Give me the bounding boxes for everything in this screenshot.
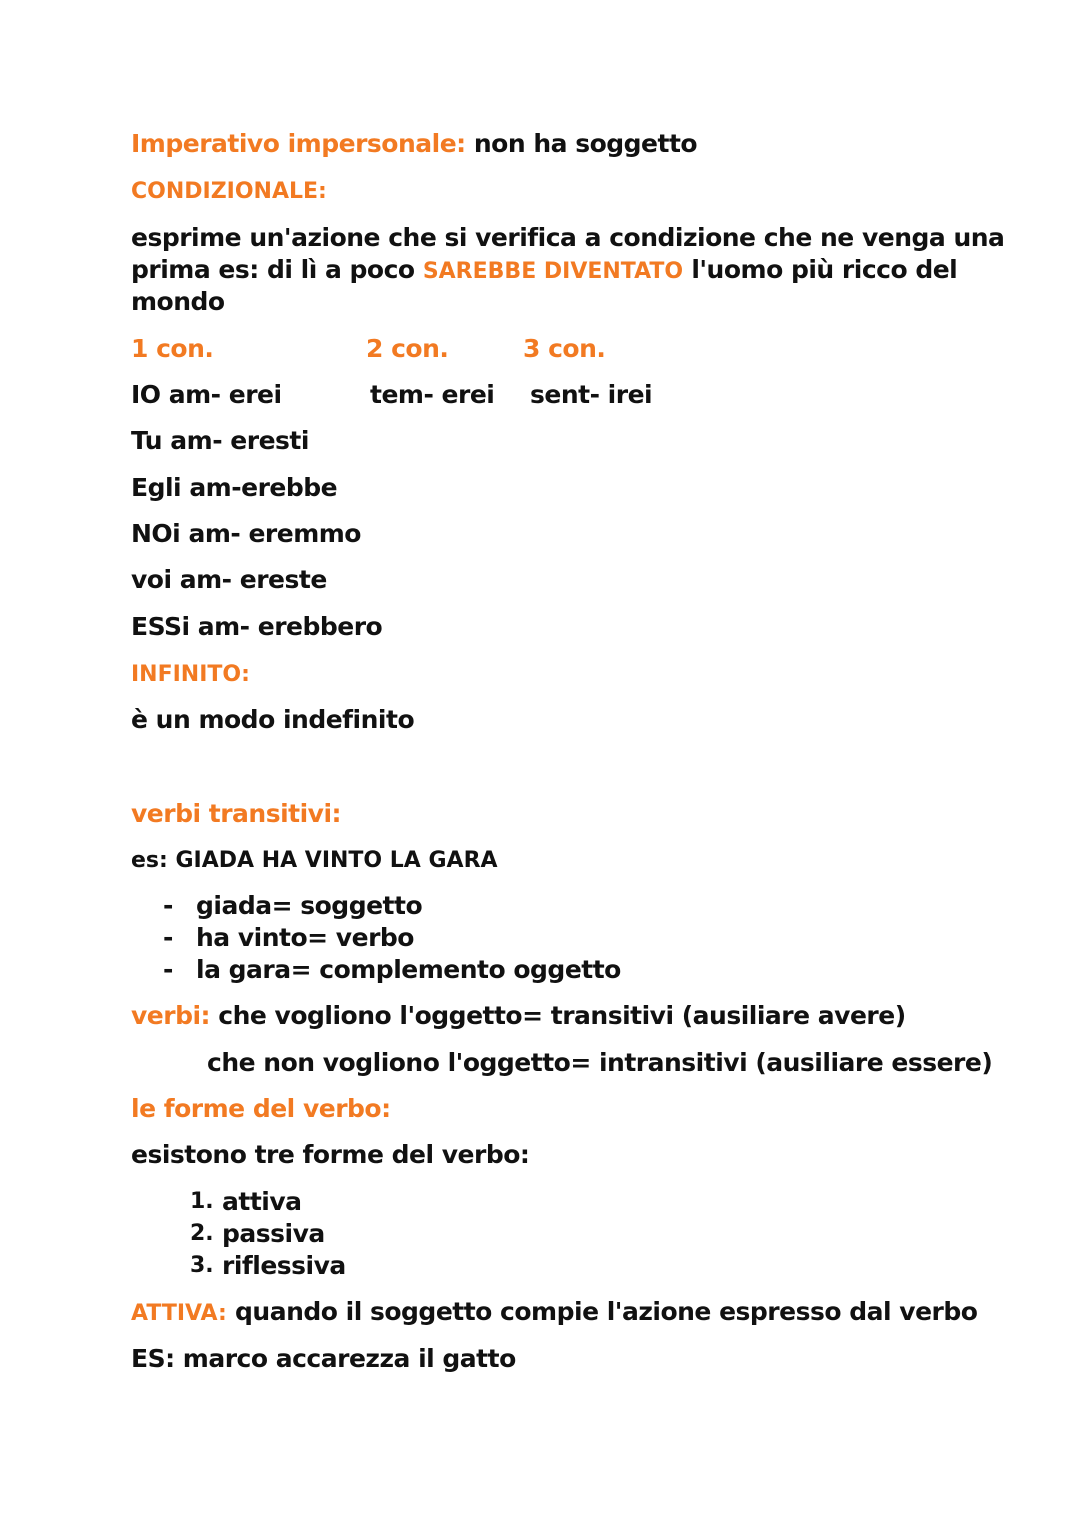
condizionale-desc-line-2 <box>131 254 957 288</box>
conjugation-row-egli: Egli am-erebbe <box>131 473 338 502</box>
attiva-line <box>131 1296 977 1330</box>
transitivi-example: es: GIADA HA VINTO LA GARA <box>131 848 498 873</box>
bullet-marker: - <box>163 955 174 984</box>
conjugation-header-1: 1 con. <box>131 334 214 363</box>
conjugation-row-io-c1: IO am- erei <box>131 380 282 409</box>
imperativo-label: Imperativo impersonale: <box>131 129 466 158</box>
infinito-heading: INFINITO: <box>131 662 250 687</box>
forme-item-riflessiva: riflessiva <box>222 1251 346 1280</box>
transitivi-item-3: la gara= complemento oggetto <box>196 955 621 984</box>
attiva-text: quando il soggetto compie l'azione espresso dal verbo <box>226 1297 978 1326</box>
transitivi-heading: verbi transitivi: <box>131 799 342 828</box>
list-number: 3. <box>190 1253 214 1278</box>
conjugation-header-2: 2 con. <box>366 334 449 363</box>
conjugation-row-voi: voi am- ereste <box>131 565 327 594</box>
desc-highlight: SAREBBE DIVENTATO <box>422 259 684 284</box>
conjugation-row-essi: ESSi am- erebbero <box>131 612 383 641</box>
attiva-label: ATTIVA: <box>131 1301 227 1326</box>
attiva-example: ES: marco accarezza il gatto <box>131 1344 516 1373</box>
verbi-label: verbi: <box>131 1001 211 1030</box>
condizionale-desc-line-3: mondo <box>131 287 225 316</box>
conjugation-row-noi: NOi am- eremmo <box>131 519 361 548</box>
condizionale-desc-line-1: esprime un'azione che si verifica a condizione che ne venga una <box>131 223 1005 252</box>
imperativo-line <box>131 128 697 160</box>
forme-intro: esistono tre forme del verbo: <box>131 1140 530 1169</box>
bullet-marker: - <box>163 891 174 920</box>
infinito-text: è un modo indefinito <box>131 705 415 734</box>
conjugation-row-io-c3: sent- irei <box>530 380 653 409</box>
transitivi-item-1: giada= soggetto <box>196 891 423 920</box>
bullet-marker: - <box>163 923 174 952</box>
desc-text-a: prima es: di lì a poco <box>131 255 423 284</box>
transitivi-item-2: ha vinto= verbo <box>196 923 414 952</box>
desc-text-b: l'uomo più ricco del <box>683 255 958 284</box>
verbi-line-2: che non vogliono l'oggetto= intransitivi (ausiliare essere) <box>207 1048 993 1077</box>
conjugation-row-io-c2: tem- erei <box>370 380 495 409</box>
conjugation-header-3: 3 con. <box>523 334 606 363</box>
forme-item-passiva: passiva <box>222 1219 325 1248</box>
forme-heading: le forme del verbo: <box>131 1094 391 1123</box>
list-number: 1. <box>190 1189 214 1214</box>
condizionale-heading: CONDIZIONALE: <box>131 179 327 204</box>
forme-item-attiva: attiva <box>222 1187 302 1216</box>
verbi-text-1: che vogliono l'oggetto= transitivi (ausiliare avere) <box>210 1001 906 1030</box>
conjugation-row-tu: Tu am- eresti <box>131 426 309 455</box>
verbi-line-1 <box>131 1000 906 1032</box>
imperativo-text: non ha soggetto <box>465 129 698 158</box>
list-number: 2. <box>190 1221 214 1246</box>
